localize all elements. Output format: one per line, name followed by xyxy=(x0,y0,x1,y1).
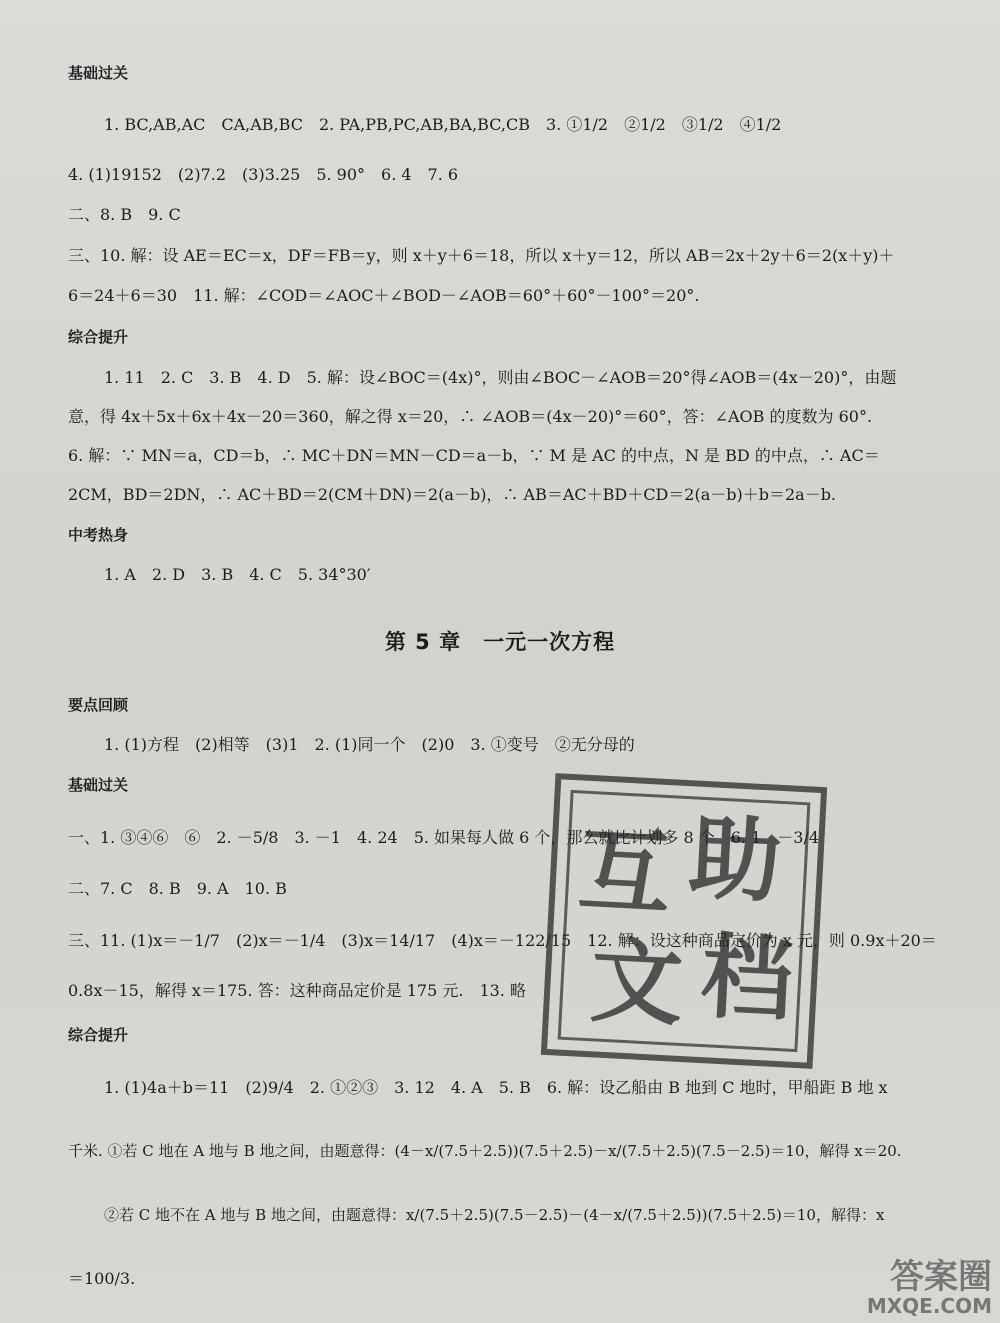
answer-line: 0.8x－15，解得 x＝175. 答：这种商品定价是 175 元. 13. 略 xyxy=(68,981,526,1000)
answer-line: 6＝24＋6＝30 11. 解：∠COD＝∠AOC＋∠BOD－∠AOB＝60°＋60°－100°＝20°. xyxy=(68,286,700,305)
answer-line: 1. BC,AB,AC CA,AB,BC 2. PA,PB,PC,AB,BA,BC,CB 3. ①1/2 ②1/2 ③1/2 ④1/2 xyxy=(104,115,782,134)
answer-line: 千米. ①若 C 地在 A 地与 B 地之间，由题意得：(4－x/(7.5＋2.5))(7.5＋2.5)－x/(7.5＋2.5)(7.5－2.5)＝10，解得 x＝20. xyxy=(68,1142,902,1160)
answer-line: 意，得 4x＋5x＋6x＋4x－20＝360，解之得 x＝20，∴ ∠AOB＝(4x－20)°＝60°，答：∠AOB 的度数为 60°. xyxy=(68,407,873,426)
stamp-char: 互 xyxy=(575,816,674,929)
answer-line: ＝100/3. xyxy=(68,1269,136,1288)
watermark-logo-text: 答案圈 xyxy=(890,1257,992,1297)
answer-line: 1. (1)方程 (2)相等 (3)1 2. (1)同一个 (2)0 3. ①变号 ②无分母的 xyxy=(104,735,635,754)
answer-line: 1. (1)4a＋b＝11 (2)9/4 2. ①②③ 3. 12 4. A 5. B 6. 解：设乙船由 B 地到 C 地时，甲船距 B 地 x xyxy=(104,1078,888,1097)
answer-line: 二、8. B 9. C xyxy=(68,205,181,224)
stamp-logo xyxy=(541,773,827,1069)
section-heading: 基础过关 xyxy=(68,64,129,82)
section-heading: 综合提升 xyxy=(68,328,129,346)
answer-line: 二、7. C 8. B 9. A 10. B xyxy=(68,879,287,898)
section-heading: 综合提升 xyxy=(68,1026,129,1044)
stamp-char: 助 xyxy=(686,804,785,916)
stamp-char: 档 xyxy=(698,923,796,1035)
answer-line: 1. A 2. D 3. B 4. C 5. 34°30′ xyxy=(104,565,371,584)
section-heading: 基础过关 xyxy=(68,776,129,794)
stamp-char: 文 xyxy=(587,927,686,1039)
answer-line: 1. 11 2. C 3. B 4. D 5. 解：设∠BOC＝(4x)°，则由∠BOC－∠AOB＝20°得∠AOB＝(4x－20)°，由题 xyxy=(104,368,897,387)
section-heading: 中考热身 xyxy=(68,526,129,544)
watermark-url: MXQE.COM xyxy=(866,1294,992,1318)
answer-line: 6. 解：∵ MN＝a，CD＝b，∴ MC＋DN＝MN－CD＝a－b，∵ M 是 AC 的中点，N 是 BD 的中点，∴ AC＝ xyxy=(68,446,880,465)
section-heading: 要点回顾 xyxy=(68,696,129,714)
chapter-title: 第 5 章 一元一次方程 xyxy=(384,630,616,654)
answer-line: ②若 C 地不在 A 地与 B 地之间，由题意得：x/(7.5＋2.5)(7.5－2.5)－(4－x/(7.5＋2.5))(7.5＋2.5)＝10，解得：x xyxy=(104,1206,885,1224)
watermark xyxy=(867,1259,992,1317)
answer-line: 4. (1)19152 (2)7.2 (3)3.25 5. 90° 6. 4 7. 6 xyxy=(68,165,459,184)
answer-line: 一、1. ③④⑥ ⑥ 2. －5/8 3. －1 4. 24 5. 如果每人做 6 个，那么就比计划多 8 个 6. 1 －3/4 xyxy=(68,828,820,847)
answer-line: 2CM，BD＝2DN，∴ AC＋BD＝2(CM＋DN)＝2(a－b)，∴ AB＝AC＋BD＋CD＝2(a－b)＋b＝2a－b. xyxy=(68,485,837,504)
answer-line: 三、11. (1)x＝－1/7 (2)x＝－1/4 (3)x＝14/17 (4)x＝－122/15 12. 解：设这种商品定价为 x 元，则 0.9x＋20＝ xyxy=(68,931,937,950)
answer-line: 三、10. 解：设 AE＝EC＝x，DF＝FB＝y，则 x＋y＋6＝18，所以 x＋y＝12，所以 AB＝2x＋2y＋6＝2(x＋y)＋ xyxy=(68,246,895,265)
